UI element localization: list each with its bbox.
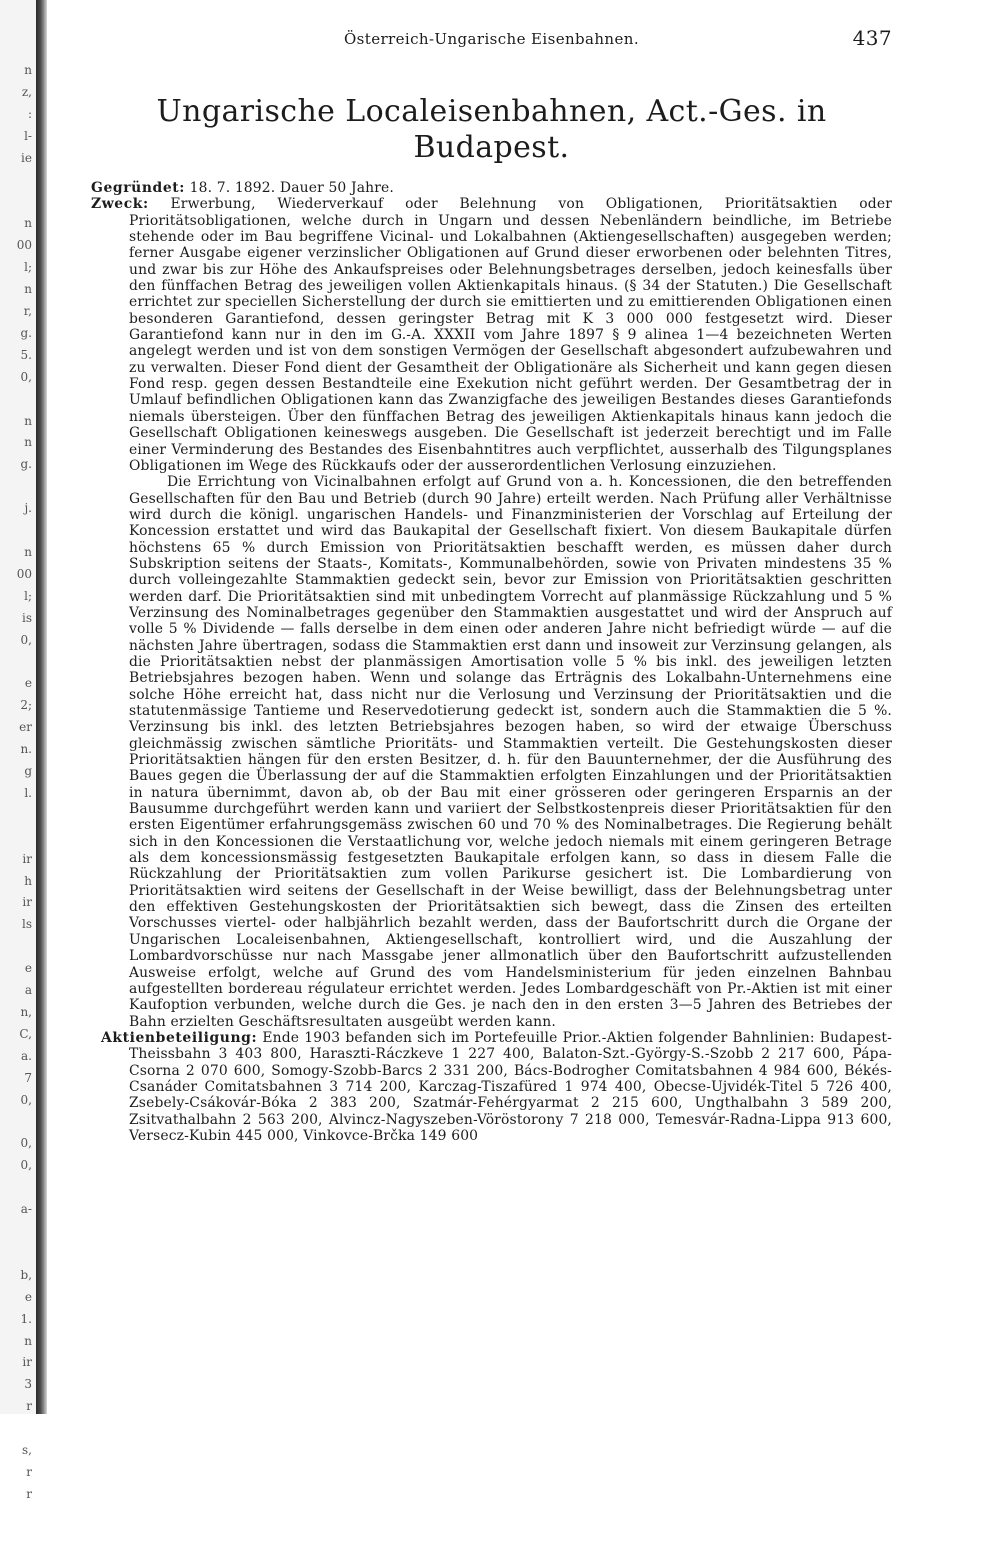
purpose-text: Erwerbung, Wiederverkauf oder Belehnung von Obligationen, Prioritätsaktien oder Prioritätsobligationen, welche durch in Ungarn und dessen Nebenländern beindliche, im Betriebe stehende oder im Bau begriffene Vicinal- und Lokalbahnen (Aktiengesellschaften) ausgegeben werden; ferner Ausgabe eigener verzinslicher Obligationen auf Grund dieser erworbenen oder belehnten Titres, und zwar bis zur Höhe des Ankaufspreises oder Belehnungsbetrages derselben, jedoch keinesfalls über den fünffachen Betrag des jeweiligen vollen Aktienkapitals hinaus. (§ 34 der Statuten.) Die Gesellschaft errichtet zur speciellen Sicherstellung der durch sie emittierten und zu emittierenden Obligationen einen besonderen Garantiefond, dessen geringster Betrag mit K 3 000 000 festgesetzt wird. Dieser Garantiefond kann nur in den im G.-A. XXXII vom Jahre 1897 § 9 alinea 1—4 bezeichneten Werten angelegt werden und ist von dem sonstigen Vermögen der Gesellschaft abgesondert aufzubewahren und zu verwalten. Dieser Fond dient der Gesamtheit der Obligationäre als Sicherheit und kann gegen diesen Fond resp. gegen dessen Bestandteile eine Exekution nicht geführt werden. Der Gesamtbetrag der in Umlauf befindlichen Obligationen kann das Zwanzigfache des jeweiligen Bestandes dieses Garantiefonds niemals übersteigen. Über den fünffachen Betrag des jeweiligen Aktienkapitals hinaus kann jedoch die Gesellschaft Obligationen keineswegs ausgeben. Die Gesellschaft ist jederzeit berechtigt und im Falle einer Verminderung des Bestandes des Eisenbahntitres auch verpflichtet, ausserhalb des Tilgungsplanes Obligationen im Wege des Rückkaufs oder der ausserordentlichen Verlosung einzuziehen.	[129, 196, 892, 474]
founded-label: Gegründet:	[91, 180, 186, 196]
page-number: 437	[852, 26, 892, 50]
purpose-label: Zweck:	[91, 196, 149, 213]
running-header	[91, 26, 892, 54]
purpose-paragraph	[91, 196, 892, 474]
founded-text: 18. 7. 1892. Dauer 50 Jahre.	[185, 180, 394, 196]
article-body	[91, 180, 892, 1144]
founded-line	[91, 180, 892, 196]
running-title: Österreich-Ungarische Eisenbahnen.	[343, 30, 640, 48]
book-spine-shadow	[36, 0, 47, 1414]
shareholdings-text: Ende 1903 befanden sich im Portefeuille Prior.-Aktien folgender Bahnlinien: Budapest-Theissbahn 3 403 800, Haraszti-Ráczkeve 1 227 400, Balaton-Szt.-György-S.-Szobb 2 217 600, Pápa-Csorna 2 070 600, Somogy-Szobb-Barcs 2 331 200, Bács-Bodrogher Comitatsbahnen 4 984 600, Békés-Csanáder Comitatsbahnen 3 714 200, Karczag-Tiszafüred 1 974 400, Obecse-Ujvidék-Titel 5 726 400, Zsebely-Csákovár-Bóka 2 383 200, Szatmár-Fehérgyarmat 2 215 600, Ungthalbahn 3 589 200, Zsitvathalbahn 2 563 200, Alvincz-Nagyszeben-Vöröstorony 7 218 000, Temesvár-Radna-Lippa 913 600, Versecz-Kubin 445 000, Vinkovce-Brčka 149 600	[129, 1029, 892, 1144]
page-content	[91, 26, 892, 1144]
shareholdings-label: Aktienbeteiligung:	[101, 1029, 258, 1046]
shareholdings-paragraph	[91, 1030, 892, 1144]
page-title: Ungarische Localeisenbahnen, Act.-Ges. in Budapest.	[156, 94, 827, 165]
establishment-paragraph	[91, 474, 892, 1030]
adjacent-page-fragments: n z, : l- ie n 00 l; n r, g. 5. 0, n n g. j. n 00 l; is 0, e 2; er n. g l. ir h ir ls e a n, C, a. 7 0, 0, 0, a- b, e 1. n ir 3 r s, r r	[16, 63, 32, 1501]
establishment-text: Die Errichtung von Vicinalbahnen erfolgt auf Grund von a. h. Koncessionen, die den betreffenden Gesellschaften für den Bau und Betrieb (durch 90 Jahre) erteilt werden. Nach Prüfung aller Verhältnisse wird durch die königl. ungarischen Handels- und Finanzministerien der Vorschlag auf Erteilung der Koncession erstattet und wird das Baukapital der Gesellschaft fixiert. Von diesem Baukapitale dürfen höchstens 65 % durch Emission von Prioritätsaktien beschafft werden, es müssen daher durch Subskription seitens der Staats-, Komitats-, Kommunalbehörden, sowie von Privaten mindestens 35 % durch volleingezahlte Stammaktien gedeckt sein, bevor zur Emission von Prioritätsaktien geschritten werden darf. Die Prioritätsaktien sind mit unbedingtem Vorrecht auf planmässige Rückzahlung und 5 % Verzinsung des Nominalbetrages gegenüber den Stammaktien ausgestattet und wird der Anspruch auf volle 5 % Dividende — falls derselbe in dem einen oder anderen Jahre nicht befriedigt würde — auf die nächsten Jahre übertragen, sodass die Stammaktien erst dann und insoweit zur Verzinsung gelangen, als die Prioritätsaktien nebst der planmässigen Amortisation volle 5 % bis inkl. des jeweiligen letzten Betriebsjahres bezogen haben. Wenn und solange das Erträgnis des Lokalbahn-Unternehmens eine solche Höhe erreicht hat, dass nicht nur die Verlosung und Verzinsung der Prioritätsaktien und die statutenmässige Tantieme und Reservedotierung gedeckt ist, sondern auch die Stammaktien die 5 %. Verzinsung bis inkl. des letzten Betriebsjahres bezogen haben, so wird der etwaige Überschuss gleichmässig zwischen sämtliche Prioritäts- und Stammaktien verteilt. Die Gestehungskosten dieser Prioritätsaktien hängen für den ersten Besitzer, d. h. für den Bauunternehmer, der die Ausführung des Baues gegen die Überlassung der auf die Stammaktien erfolgten Einzahlungen und der Prioritätsaktien in natura übernimmt, davon ab, ob der Bau mit einer grösseren oder geringeren Ersparnis an der Bausumme durchgeführt werden kann und variiert der Selbstkostenpreis dieser Prioritätsaktien für den ersten Eigentümer erfahrungsgemäss zwischen 60 und 70 % des Nominalbetrages. Die Regierung behält sich in den Koncessionen die Verstaatlichung vor, welche jedoch niemals mit einem geringeren Betrage als dem koncessionsmässig festgesetzten Baukapitale erfolgen kann, so dass in diesem Falle die Rückzahlung der Prioritätsaktien zum vollen Parikurse gesichert ist. Die Lombardierung von Prioritätsaktien wird seitens der Gesellschaft in der Weise bewilligt, dass der Belehnungsbetrag unter den effektiven Gestehungskosten der Prioritätsaktien sich bewegt, dass die Zinsen des erteilten Vorschusses viertel- oder halbjährlich bezahlt werden, dass der Baufortschritt durch die Organe der Ungarischen Localeisenbahnen, Aktiengesellschaft, kontrolliert wird, und die Auszahlung der Lombardvorschüsse nur nach Massgabe jener allmonatlich über den Baufortschritt aufzustellenden Ausweise erfolgt, welche auf Grund des vom Handelsministerium für jeden einzelnen Bahnbau aufgestellten bordereau régulateur errichtet werden. Jedes Lombardgeschäft von Pr.-Aktien ist mit einer Kaufoption verbunden, welche durch die Ges. je nach den in den ersten 3—5 Jahren des Betriebes der Bahn erzielten Geschäftsresultaten ausgeübt werden kann.	[129, 474, 892, 1030]
adjacent-page-gutter	[0, 0, 36, 1501]
